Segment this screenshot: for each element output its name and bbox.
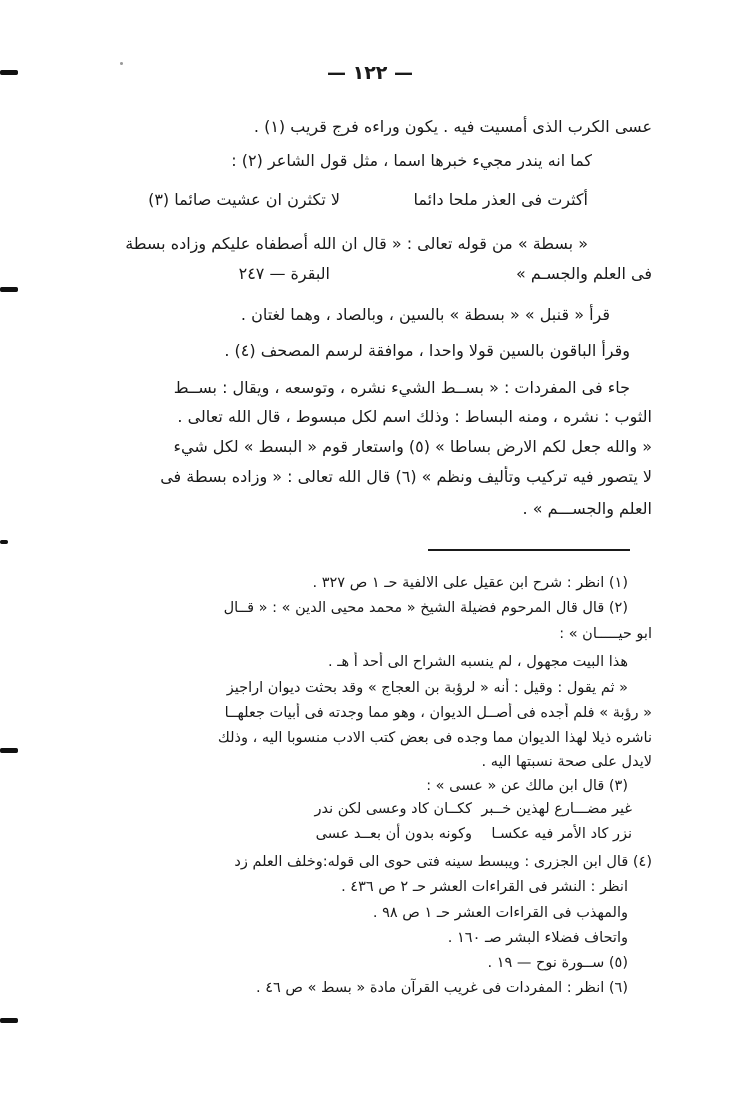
body-line: وقرأ الباقون بالسين قولا واحدا ، موافقة لرسم المصحف (٤) .	[224, 341, 630, 360]
body-line: جاء فى المفردات : « بســط الشيء نشره ، وتوسعه ، ويقال : بســط	[173, 378, 630, 397]
footnote-line: ابو حيـــــان » :	[559, 626, 652, 642]
body-line: عسى الكرب الذى أمسيت فيه . يكون وراءه فرج قريب (١) .	[253, 117, 652, 136]
verse-hemistich-first: ككــان كاد وعسى لكن ندر	[314, 801, 472, 817]
footnote-line: والمهذب فى القراءات العشر حـ ١ ص ٩٨ .	[372, 905, 628, 921]
body-line: الثوب : نشره ، ومنه البساط : وذلك اسم لكل مبسوط ، قال الله تعالى .	[177, 407, 652, 426]
verse-hemistich-second: نزر كاد الأمر فيه عكسـا	[491, 826, 632, 842]
verse-hemistich-first: وكونه بدون أن بعــد عسى	[315, 826, 472, 842]
footnote-line: (٢) قال قال المرحوم فضيلة الشيخ « محمد محيى الدين » : « قــال	[223, 600, 628, 616]
footnote-line: لايدل على صحة نسبتها اليه .	[481, 754, 652, 770]
scan-speck	[120, 62, 123, 65]
body-line: لا يتصور فيه تركيب وتأليف ونظم » (٦) قال الله تعالى : « وزاده بسطة فى	[160, 467, 652, 486]
scan-edge-mark	[0, 287, 18, 292]
body-line: فى العلم والجسـم »	[516, 264, 652, 283]
verse-hemistich-second: غير مضـــارع لهذين خــبر	[481, 801, 632, 817]
body-line: « والله جعل لكم الارض بساطا » (٥) واستعار قوم « البسط » لكل شيء	[173, 437, 652, 456]
footnote-line: « ثم يقول : وقيل : أنه « لرؤبة بن العجاج » وقد بحثت ديوان اراجيز	[226, 680, 628, 696]
verse-hemistich-first: أكثرت فى العذر ملحا دائما	[413, 190, 588, 209]
scan-edge-mark	[0, 748, 18, 753]
footnote-separator	[428, 549, 630, 551]
scan-edge-mark	[0, 540, 8, 544]
footnote-line: (٣) قال ابن مالك عن « عسى » :	[426, 778, 628, 794]
footnote-line: انظر : النشر فى القراءات العشر حـ ٢ ص ٤٣٦ .	[341, 879, 628, 895]
scan-edge-mark	[0, 70, 18, 75]
footnote-line: (١) انظر : شرح ابن عقيل على الالفية حـ ١ ص ٣٢٧ .	[312, 575, 628, 591]
quran-reference: البقرة — ٢٤٧	[238, 264, 330, 283]
footnote-line: (٥) ســورة نوح — ١٩ .	[487, 955, 628, 971]
body-line: العلم والجســـم » .	[522, 499, 652, 518]
body-line: قرأ « قنبل » « بسطة » بالسين ، وبالصاد ، وهما لغتان .	[240, 305, 610, 324]
footnote-line: هذا البيت مجهول ، لم ينسبه الشراح الى أحد أ هـ .	[328, 654, 628, 670]
body-line: كما انه يندر مجيء خبرها اسما ، مثل قول الشاعر (٢) :	[231, 151, 592, 170]
footnote-line: واتحاف فضلاء البشر صـ ١٦٠ .	[447, 930, 628, 946]
body-line: « بسطة » من قوله تعالى : « قال ان الله أصطفاه عليكم وزاده بسطة	[125, 234, 588, 253]
footnote-line: (٦) انظر : المفردات فى غريب القرآن مادة « بسط » ص ٤٦ .	[256, 980, 628, 996]
page-number: — ١٢٢ —	[326, 62, 414, 84]
scan-edge-mark	[0, 1018, 18, 1023]
footnote-line: ناشره ذيلا لهذا الديوان مما وجده فى بعض كتب الادب منسوبا اليه ، وذلك	[217, 730, 652, 746]
verse-hemistich-second: لا تكثرن ان عشيت صائما (٣)	[148, 190, 340, 209]
footnote-line: « رؤبة » فلم أجده فى أصــل الديوان ، وهو مما وجدته فى أبيات جعلهــا	[224, 705, 652, 721]
footnote-line: (٤) قال ابن الجزرى : ويبسط سينه فتى حوى الى قوله:وخلف العلم زد	[234, 854, 652, 870]
